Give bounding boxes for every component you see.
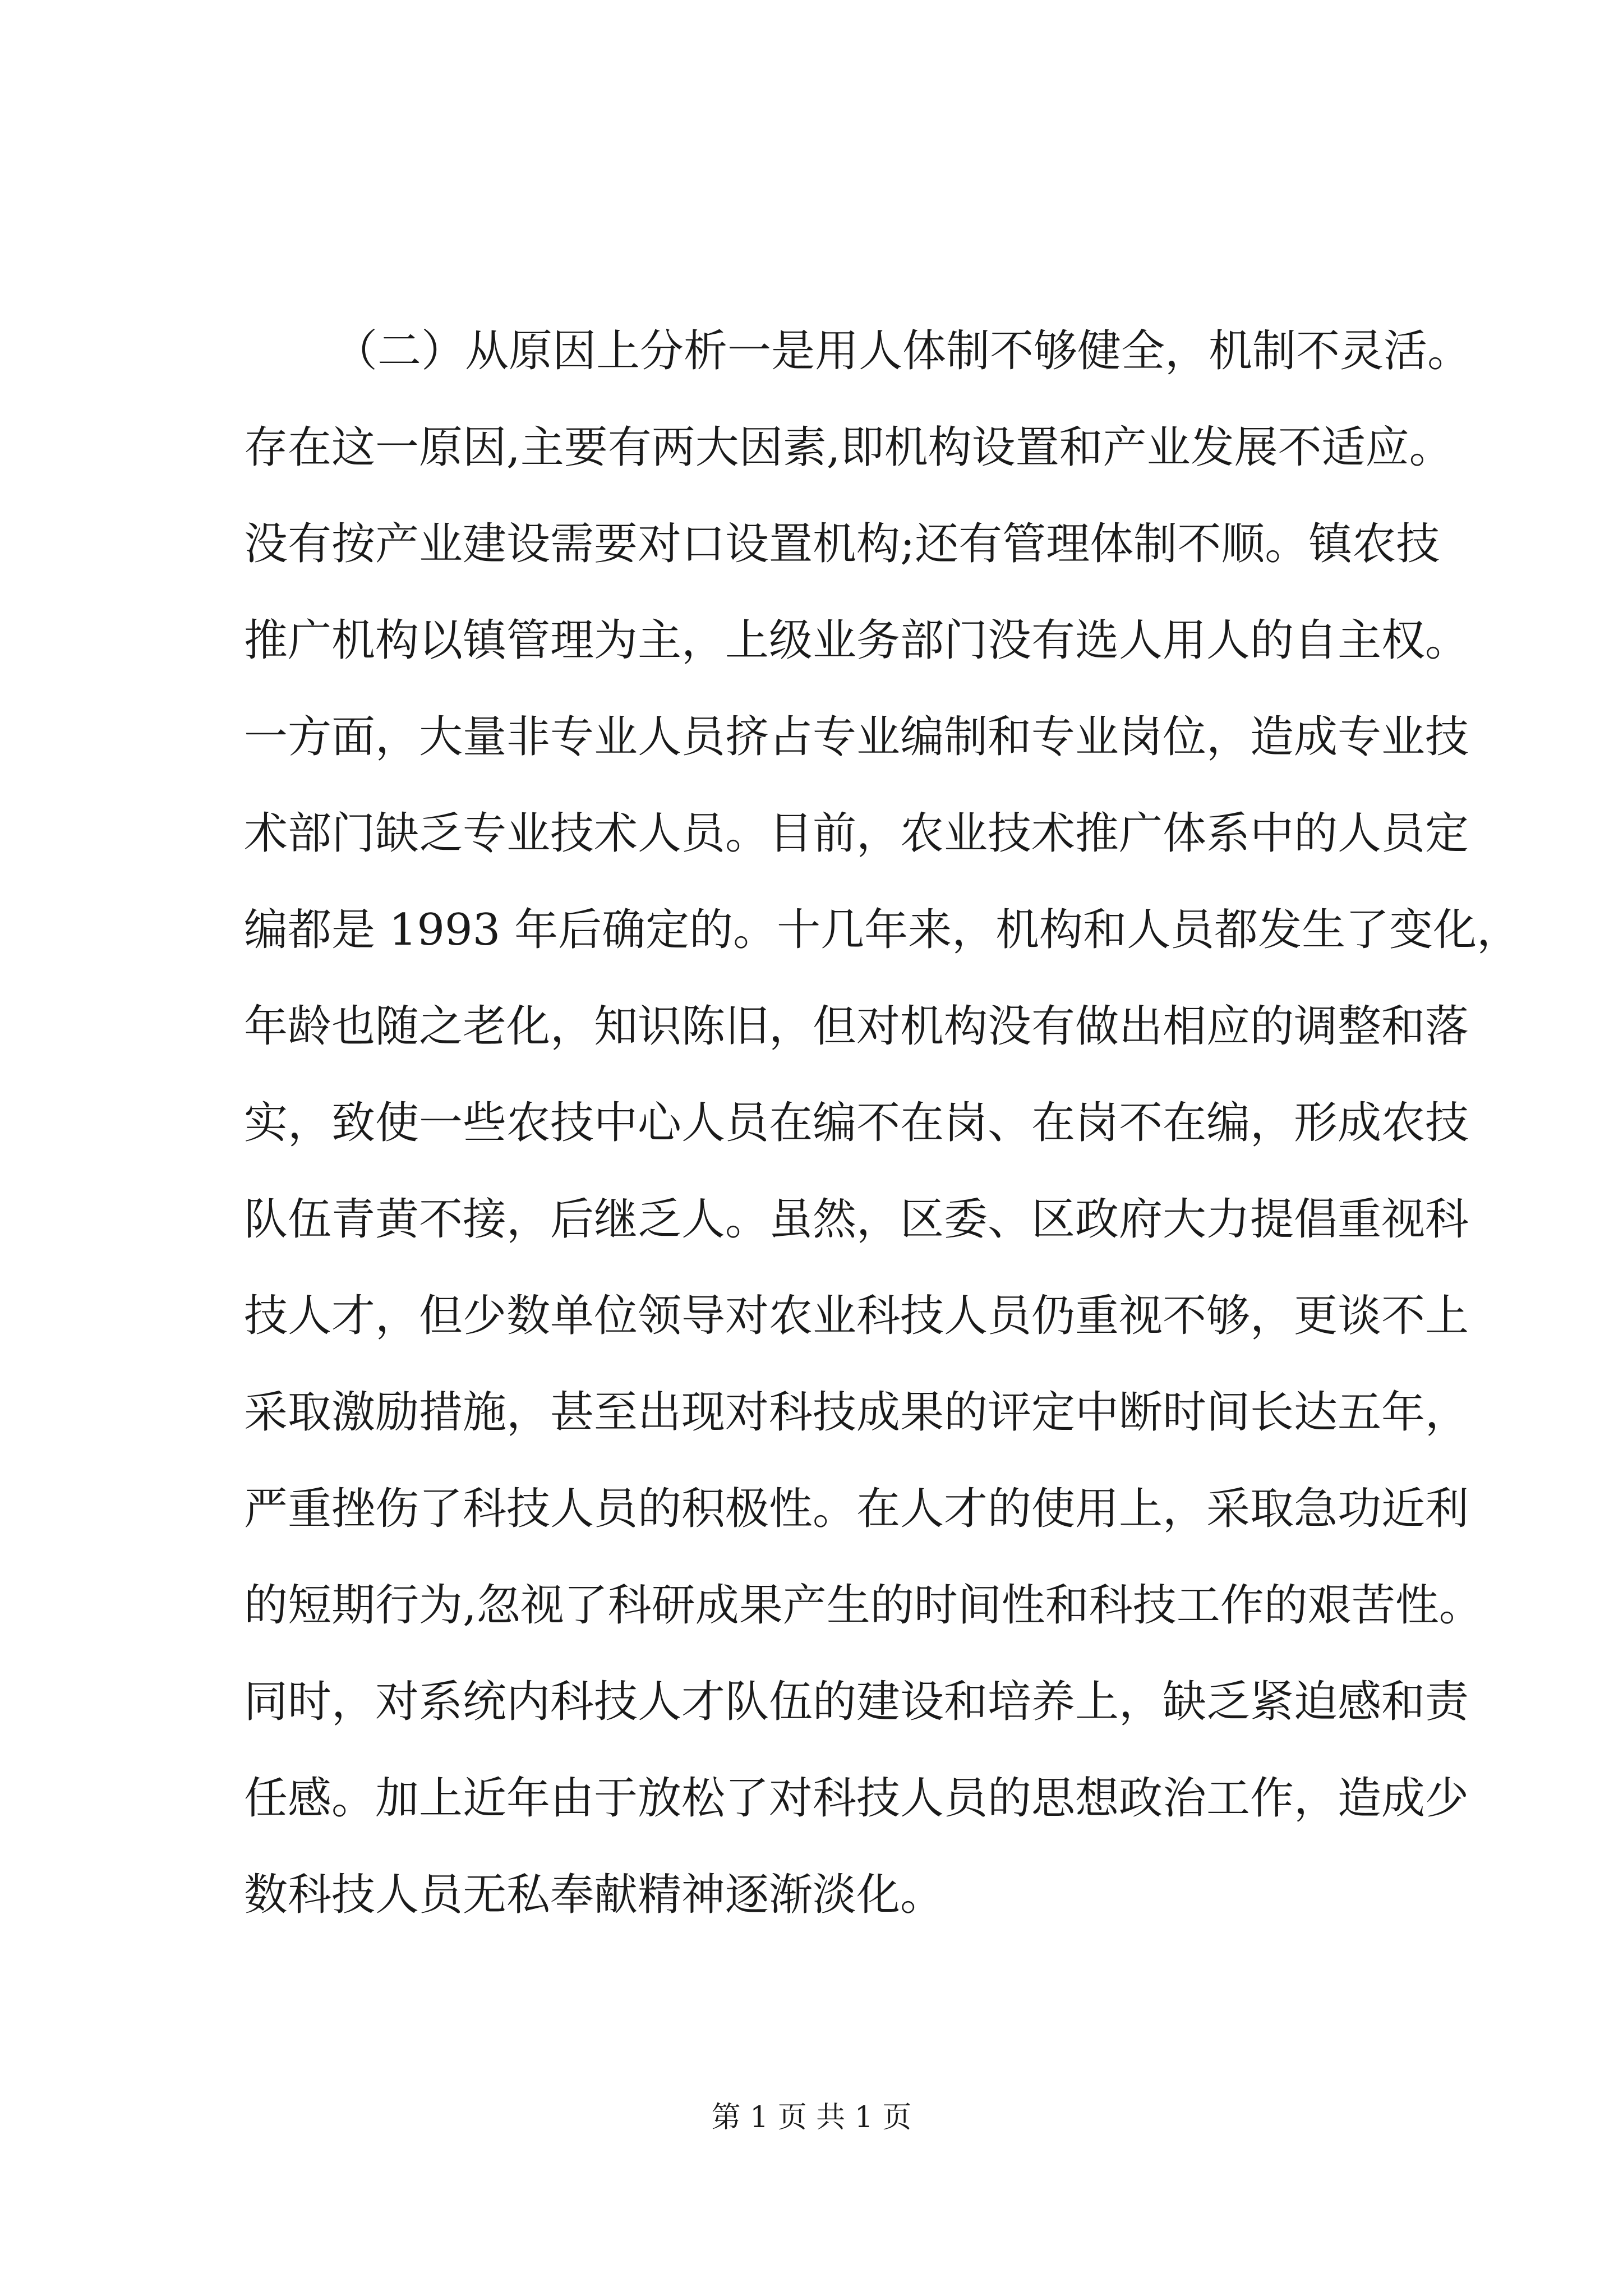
page-footer — [0, 2095, 1623, 2140]
paragraph-line: 年龄也随之老化，知识陈旧，但对机构没有做出相应的调整和落 — [244, 1001, 1469, 1052]
paragraph-line: 的短期行为,忽视了科研成果产生的时间性和科技工作的艰苦性。 — [244, 1580, 1483, 1631]
paragraph-line: 推广机构以镇管理为主，上级业务部门没有选人用人的自主权。 — [244, 615, 1469, 666]
paragraph-line: 任感。加上近年由于放松了对科技人员的思想政治工作，造成少 — [244, 1773, 1469, 1824]
paragraph-line: 存在这一原因,主要有两大因素,即机构设置和产业发展不适应。 — [244, 422, 1453, 473]
paragraph-line: 编都是 1993 年后确定的。十几年来，机构和人员都发生了变化， — [244, 905, 1521, 955]
paragraph-line: 一方面，大量非专业人员挤占专业编制和专业岗位，造成专业技 — [244, 712, 1469, 762]
paragraph-line: （二）从原因上分析一是用人体制不够健全，机制不灵活。 — [334, 326, 1472, 376]
paragraph-line: 技人才，但少数单位领导对农业科技人员仍重视不够，更谈不上 — [244, 1291, 1469, 1341]
paragraph-line: 采取激励措施，甚至出现对科技成果的评定中断时间长达五年， — [244, 1387, 1469, 1438]
paragraph-line: 严重挫伤了科技人员的积极性。在人才的使用上，采取急功近利 — [244, 1484, 1469, 1534]
paragraph-line: 队伍青黄不接，后继乏人。虽然，区委、区政府大力提倡重视科 — [244, 1194, 1469, 1245]
body-paragraph — [244, 303, 1521, 1943]
paragraph-line: 数科技人员无私奉献精神逐渐淡化。 — [244, 1870, 944, 1920]
paragraph-line: 实，致使一些农技中心人员在编不在岗、在岗不在编，形成农技 — [244, 1098, 1469, 1148]
paragraph-line: 同时，对系统内科技人才队伍的建设和培养上，缺乏紧迫感和责 — [244, 1677, 1469, 1727]
paragraph-line: 术部门缺乏专业技术人员。目前，农业技术推广体系中的人员定 — [244, 808, 1469, 859]
page-number: 第 1 页 共 1 页 — [711, 2101, 912, 2134]
paragraph-line: 没有按产业建设需要对口设置机构;还有管理体制不顺。镇农技 — [244, 519, 1440, 569]
